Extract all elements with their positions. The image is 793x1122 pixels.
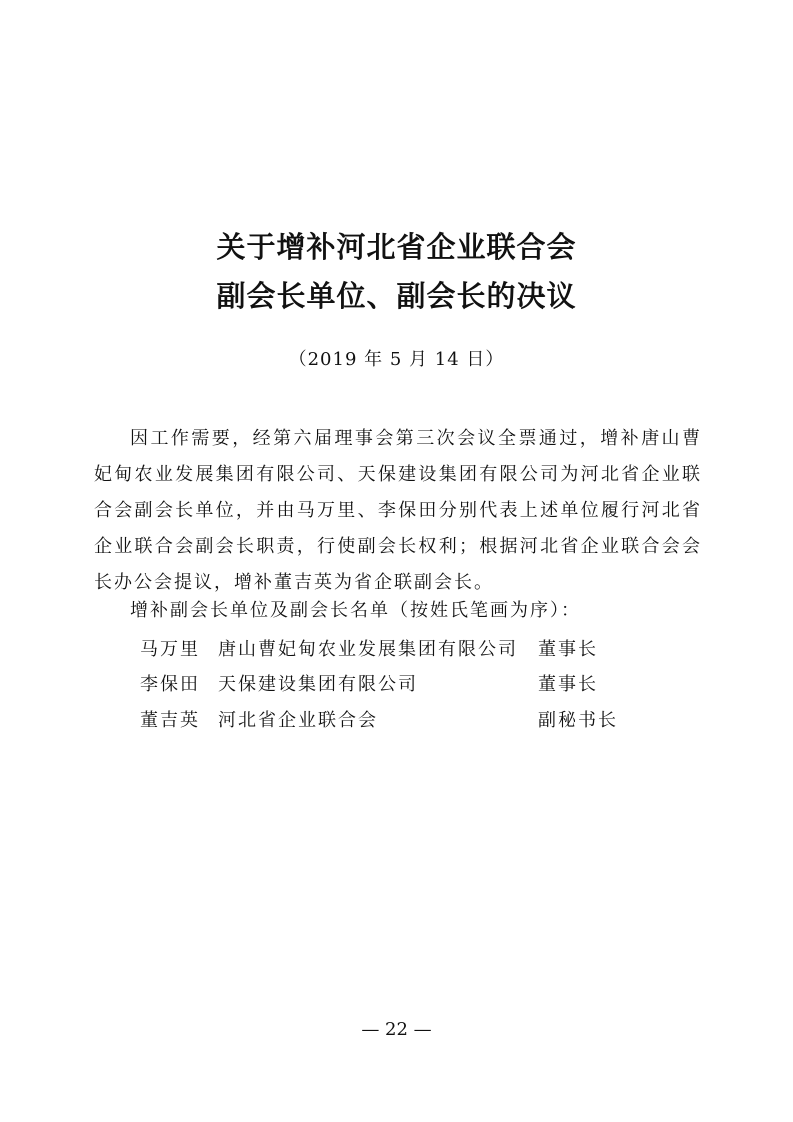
roster-row <box>0 706 793 736</box>
page-number: — 22 — <box>361 1019 432 1040</box>
roster-intro: 增补副会长单位及副会长名单（按姓氏笔画为序）： <box>130 600 581 621</box>
document-title-line-1: 关于增补河北省企业联合会 <box>216 230 577 264</box>
roster-name: 李保田 <box>140 674 200 695</box>
roster-row <box>0 670 793 700</box>
roster-name: 董吉英 <box>140 710 200 731</box>
roster-title: 副秘书长 <box>538 710 618 731</box>
body-paragraph: 因工作需要，经第六届理事会第三次会议全票通过，增补唐山曹妃甸农业发展集团有限公司、天保建设集团有限公司为河北省企业联合会副会长单位，并由马万里、李保田分别代表上述单位履行河北省企业联合会副会长职责，行使副会长权利；根据河北省企业联合会会长办公会提议，增补董吉英为省企联副会长。 <box>94 428 702 593</box>
roster-organization: 河北省企业联合会 <box>218 710 378 731</box>
roster-row <box>0 635 793 665</box>
roster-name: 马万里 <box>140 639 200 660</box>
roster-organization: 天保建设集团有限公司 <box>218 674 418 695</box>
roster-title: 董事长 <box>538 639 598 660</box>
roster-title: 董事长 <box>538 674 598 695</box>
document-date: （2019 年 5 月 14 日） <box>288 349 505 370</box>
roster-organization: 唐山曹妃甸农业发展集团有限公司 <box>218 639 518 660</box>
document-title-line-2: 副会长单位、副会长的决议 <box>216 279 577 313</box>
